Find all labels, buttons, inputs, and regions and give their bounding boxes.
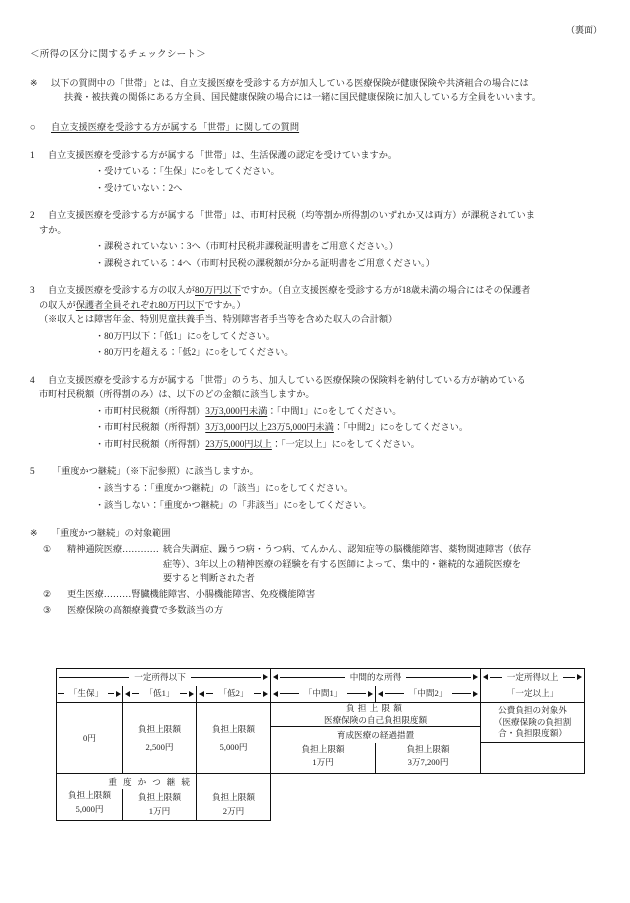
scope-item-2 bbox=[30, 587, 610, 601]
cell-tei2-amount bbox=[197, 703, 271, 774]
scope-item-1-number: ① bbox=[43, 544, 52, 555]
cell-ittei-spacer bbox=[481, 743, 585, 774]
question-4-text-cont: 市町村民税額（所得割のみ）は、以下のどの金額に該当しますか。 bbox=[39, 388, 315, 399]
scope-item-2-number: ② bbox=[43, 589, 52, 600]
question-1-option-2: ・受けていない：2へ bbox=[95, 183, 183, 194]
question-1-option-1: ・受けている：「生保」に○をしてください。 bbox=[95, 166, 280, 177]
scope-item-3-label: 医療保険の高額療養費で多数該当の方 bbox=[67, 605, 224, 616]
question-4 bbox=[0, 373, 630, 452]
table-row-standard-upper bbox=[57, 703, 585, 727]
group-header-middle-income bbox=[271, 669, 481, 686]
question-1 bbox=[0, 148, 630, 196]
scope-item-2-desc: 腎臓機能障害、小腸機能障害、免疫機能障害 bbox=[131, 589, 316, 600]
question-3-underline-2: 保護者全員それぞれ80万円以下 bbox=[75, 299, 205, 310]
scope-item-1-label: 精神通院医療………… bbox=[67, 544, 159, 555]
notice-line-1: 以下の質問中の「世帯」とは、自立支援医療を受診する方が加入している医療保険が健康保険や共済組合の場合には bbox=[51, 77, 529, 88]
arrow-left-icon bbox=[125, 691, 130, 697]
notice-mark-icon: ※ bbox=[30, 77, 38, 88]
column-header-chukan1 bbox=[271, 686, 376, 703]
scope-mark-icon: ※ bbox=[30, 528, 38, 539]
question-4-option-1-post: ：「中間1」に○をしてください。 bbox=[267, 405, 402, 416]
question-4-option-2 bbox=[95, 420, 608, 434]
question-1-text: 自立支援医療を受診する方が属する「世帯」は、生活保護の認定を受けていますか。 bbox=[48, 149, 398, 160]
cell-ikusei-chukan2 bbox=[376, 743, 481, 774]
column-header-seiho bbox=[57, 686, 123, 703]
question-4-option-3 bbox=[95, 437, 608, 451]
section-heading-label: 自立支援医療を受診する方が属する「世帯」に関しての質問 bbox=[51, 122, 300, 133]
arrow-left-icon bbox=[483, 674, 488, 680]
arrow-left-icon bbox=[273, 691, 278, 697]
cell-ikusei-chukan1 bbox=[271, 743, 376, 774]
cell-severe-banner-left bbox=[57, 774, 197, 790]
cell-severe-ittei-label: 負担上限額 bbox=[212, 792, 255, 803]
question-5-option-1: ・該当する：「重度かつ継続」の「該当」に○をしてください。 bbox=[95, 483, 354, 494]
question-5-text: 「重度かつ継続」（※下記参照）に該当しますか。 bbox=[52, 466, 259, 477]
column-header-tei1 bbox=[123, 686, 197, 703]
question-3-cont-a: の収入が bbox=[39, 299, 76, 310]
scope-block bbox=[0, 526, 630, 618]
cell-severe-chukan1-value: 5,000円 bbox=[75, 803, 104, 814]
question-3-number: 3 bbox=[30, 285, 35, 296]
question-2-number: 2 bbox=[30, 210, 35, 221]
table-row-severe-continuous-banner bbox=[57, 774, 585, 790]
question-4-option-3-post: ：「一定以上」に○をしてください。 bbox=[271, 439, 420, 450]
column-header-seiho-label: 「生保」 bbox=[68, 688, 104, 699]
scope-heading-label: 「重度かつ継続」の対象範囲 bbox=[51, 528, 171, 539]
cell-chukan-upper-limit bbox=[271, 703, 481, 727]
arrow-right-icon bbox=[473, 674, 478, 680]
question-3-option-1: ・80万円以下：「低1」に○をしてください。 bbox=[95, 330, 276, 341]
arrow-left-icon bbox=[273, 674, 278, 680]
page-corner-note: （裏面） bbox=[565, 25, 602, 35]
question-2-option-1: ・課税されていない：3へ（市町村民税非課税証明書をご用意ください。） bbox=[95, 241, 399, 252]
group-header-low-income-label: 一定所得以下 bbox=[134, 671, 186, 682]
section-bullet-icon: ○ bbox=[30, 122, 36, 133]
arrow-left-icon bbox=[378, 691, 383, 697]
cell-ikusei-chukan1-value: 1万円 bbox=[312, 756, 334, 767]
column-header-ittei-label: 「一定以上」 bbox=[506, 688, 559, 699]
question-5-option-2: ・該当しない：「重度かつ継続」の「非該当」に○をしてください。 bbox=[95, 499, 372, 510]
column-header-tei2-label: 「低2」 bbox=[218, 688, 249, 699]
column-header-chukan1-label: 「中間1」 bbox=[303, 688, 343, 699]
question-1-number: 1 bbox=[30, 149, 35, 160]
cell-ittei-line-2: （医療保険の負担割 bbox=[493, 716, 572, 727]
cell-severe-banner-label: 重度かつ継続 bbox=[108, 777, 196, 788]
cell-seiho-amount: 0円 bbox=[57, 703, 123, 774]
column-header-tei1-label: 「低1」 bbox=[144, 688, 175, 699]
group-header-low-income bbox=[57, 669, 271, 686]
arrow-right-icon bbox=[473, 691, 478, 697]
question-4-option-2-pre: ・市町村民税額（所得割） bbox=[95, 422, 206, 433]
arrow-right-icon bbox=[189, 691, 194, 697]
question-2-option-2: ・課税されている：4へ（市町村民税の課税額が分かる証明書をご用意ください。） bbox=[95, 258, 435, 269]
arrow-right-icon bbox=[263, 674, 268, 680]
scope-item-1-desc-line-1: 統合失調症、躁うつ病・うつ病、てんかん、認知症等の脳機能障害、薬物関連障害（依存 bbox=[163, 544, 532, 555]
question-3-text-a: 自立支援医療を受診する方の収入が bbox=[48, 285, 195, 296]
cell-tei1-value: 2,500円 bbox=[145, 742, 174, 753]
scope-item-3-number: ③ bbox=[43, 605, 52, 616]
question-4-option-1 bbox=[95, 404, 608, 418]
group-header-middle-income-label: 中間的な所得 bbox=[349, 671, 402, 682]
arrow-left-icon bbox=[199, 691, 204, 697]
scope-item-3 bbox=[30, 603, 610, 617]
cell-severe-ittei-value: 2万円 bbox=[222, 805, 245, 816]
income-category-table bbox=[56, 668, 584, 821]
cell-ittei-line-1: 公費負担の対象外 bbox=[498, 705, 567, 716]
arrow-right-icon bbox=[116, 691, 121, 697]
question-2-text: 自立支援医療を受診する方が属する「世帯」は、市町村民税（均等割か所得割のいずれか又は両方）が課税されていま bbox=[48, 210, 535, 221]
table-column-header-row bbox=[57, 686, 585, 703]
question-4-option-2-amount: 3万3,000円以上23万5,000円未満 bbox=[205, 422, 334, 433]
question-3-cont-b: ですか。） bbox=[204, 299, 246, 310]
question-4-option-3-amount: 23万5,000円以上 bbox=[205, 439, 272, 450]
column-header-chukan2 bbox=[376, 686, 481, 703]
question-3-underline-1: 80万円以下 bbox=[195, 285, 241, 296]
cell-severe-chukan2 bbox=[123, 789, 197, 820]
cell-severe-chukan1-label: 負担上限額 bbox=[68, 790, 111, 801]
cell-ittei-line-3: 合・負担限度額） bbox=[498, 728, 567, 739]
column-header-chukan2-label: 「中間2」 bbox=[408, 688, 448, 699]
cell-ikusei-title: 育成医療の経過措置 bbox=[271, 727, 481, 743]
cell-severe-chukan1 bbox=[57, 789, 123, 820]
question-3 bbox=[0, 283, 630, 359]
cell-ikusei-chukan2-label: 負担上限額 bbox=[406, 743, 450, 754]
group-header-high-income bbox=[481, 669, 585, 686]
column-header-ittei bbox=[481, 686, 585, 703]
cell-ikusei-chukan2-value: 3万7,200円 bbox=[407, 756, 449, 767]
section-heading bbox=[0, 120, 630, 134]
cell-severe-banner-right bbox=[197, 774, 271, 790]
notice-line-2: 扶養・被扶養の関係にある方全員、国民健康保険の場合には一緒に国民健康保険に加入している方全員をいいます。 bbox=[64, 92, 542, 103]
cell-tei1-label: 負担上限額 bbox=[138, 724, 181, 735]
arrow-right-icon bbox=[263, 691, 268, 697]
scope-item-1-desc-line-2: 症等）、3年以上の精神医療の経験を有する医師によって、集中的・継続的な通院医療を bbox=[163, 558, 522, 569]
cell-chukan-upper-limit-sub: 医療保険の自己負担限度額 bbox=[323, 714, 428, 725]
scope-item-1 bbox=[30, 542, 610, 585]
cell-ikusei-chukan1-label: 負担上限額 bbox=[301, 743, 345, 754]
question-4-option-2-post: ：「中間2」に○をしてください。 bbox=[333, 422, 469, 433]
question-5 bbox=[0, 464, 630, 512]
question-4-number: 4 bbox=[30, 374, 35, 385]
group-header-high-income-label: 一定所得以上 bbox=[506, 671, 559, 682]
question-4-option-1-amount: 3万3,000円未満 bbox=[205, 405, 268, 416]
question-3-text-b: ですか。（自立支援医療を受診する方が18歳未満の場合にはその保護者 bbox=[240, 285, 531, 296]
scope-heading bbox=[30, 526, 610, 540]
question-4-text: 自立支援医療を受診する方が属する「世帯」のうち、加入している医療保険の保険料を納付している方が納めている bbox=[48, 374, 526, 385]
table-group-header-row bbox=[57, 669, 585, 686]
notice-row bbox=[30, 76, 606, 105]
question-3-parenthetical: （※収入とは障害年金、特別児童扶養手当、特別障害者手当等を含めた収入の合計額） bbox=[39, 313, 398, 324]
question-3-text-cont bbox=[30, 298, 608, 312]
column-header-tei2 bbox=[197, 686, 271, 703]
page-title: ＜所得の区分に関するチェックシート＞ bbox=[30, 48, 206, 60]
question-3-text bbox=[48, 283, 608, 297]
arrow-right-icon bbox=[577, 674, 582, 680]
cell-severe-chukan2-label: 負担上限額 bbox=[138, 792, 181, 803]
notice-block bbox=[0, 76, 630, 105]
cell-tei2-value: 5,000円 bbox=[219, 742, 248, 753]
cell-severe-chukan2-value: 1万円 bbox=[148, 805, 171, 816]
arrow-right-icon bbox=[368, 691, 373, 697]
scope-item-1-desc-line-3: 要すると判断された者 bbox=[163, 572, 255, 583]
question-2 bbox=[0, 208, 630, 270]
scope-item-2-label: 更生医療……… bbox=[67, 589, 132, 600]
question-4-option-1-pre: ・市町村民税額（所得割） bbox=[95, 405, 206, 416]
question-5-number: 5 bbox=[30, 466, 35, 477]
cell-tei1-amount bbox=[123, 703, 197, 774]
question-4-option-3-pre: ・市町村民税額（所得割） bbox=[95, 439, 206, 450]
cell-severe-ittei bbox=[197, 789, 271, 820]
cell-tei2-label: 負担上限額 bbox=[212, 724, 255, 735]
cell-chukan-upper-limit-title: 負担上限額 bbox=[346, 703, 406, 713]
table-row-severe-continuous-amounts bbox=[57, 789, 585, 820]
cell-ittei-not-covered bbox=[481, 703, 585, 743]
question-2-text-cont: すか。 bbox=[39, 224, 67, 235]
question-3-option-2: ・80万円を超える：「低2」に○をしてください。 bbox=[95, 347, 294, 358]
